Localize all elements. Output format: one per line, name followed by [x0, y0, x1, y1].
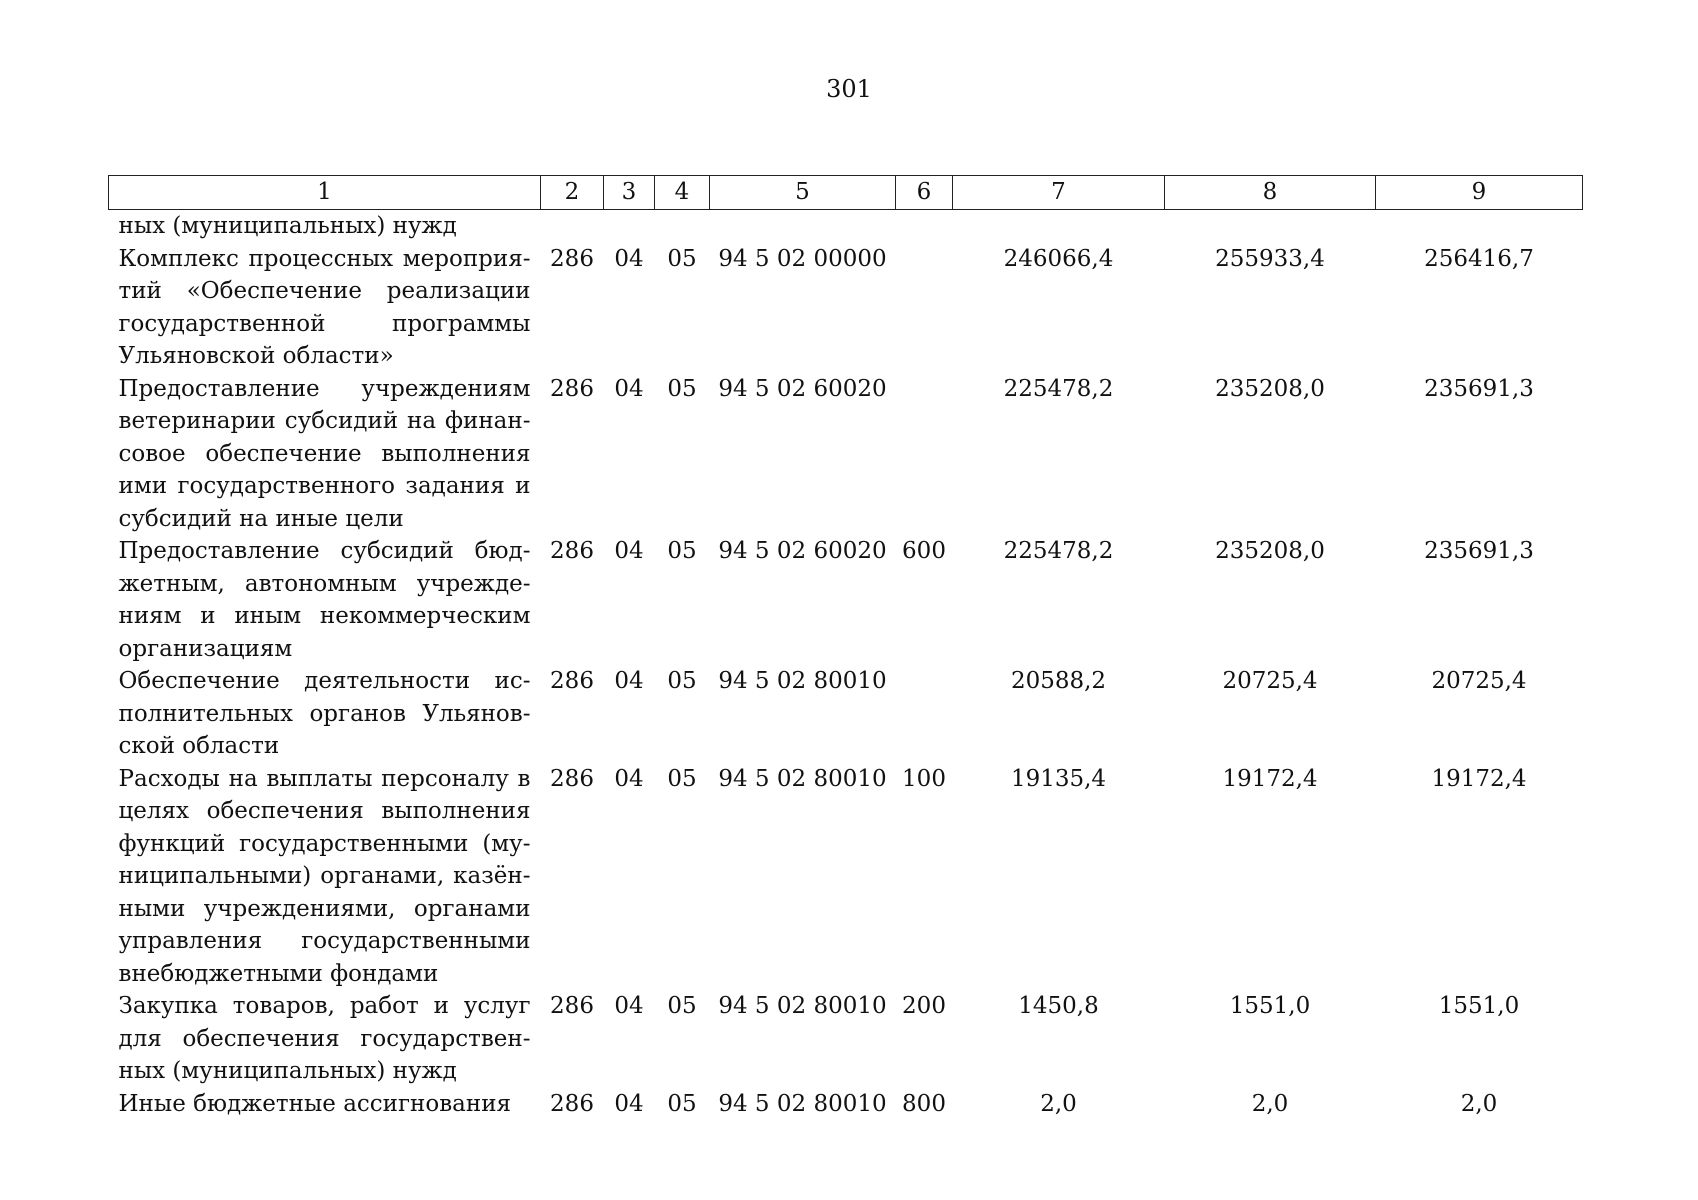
table-row [109, 210, 1583, 243]
cell-amount-2: 1551,0 [1229, 993, 1311, 1019]
row-description: Предоставление учреждениям ветеринарии субсидий на финан-совое обеспечение выполнения ими государственного задания и субсидий на иные цели [118, 375, 531, 532]
cell-section: 04 [614, 668, 644, 694]
cell-ministry: 286 [550, 245, 594, 272]
row-description: Комплекс процессных мероприя-тий «Обеспечение реализации государственной программы Ульяновской области» [118, 245, 531, 369]
cell-section: 04 [614, 375, 644, 402]
cell-expense-type: 200 [902, 993, 946, 1019]
cell-ministry: 286 [550, 765, 594, 792]
cell-amount-2: 235208,0 [1215, 538, 1325, 564]
budget-table [108, 175, 1583, 1120]
cell-expense-type [896, 210, 953, 243]
cell-ministry: 286 [550, 668, 594, 694]
header-cell: 5 [710, 176, 896, 210]
cell-amount-1: 225478,2 [1003, 375, 1114, 402]
row-description: Расходы на выплаты персоналу в целях обеспечения выполнения функций государственными (му-ниципальными) органами, казён-ными учреждениями, органами управления государственными внебюджетными фондами [118, 765, 531, 987]
header-cell: 4 [655, 176, 710, 210]
header-cell: 3 [604, 176, 655, 210]
cell-amount-2: 19172,4 [1222, 765, 1318, 792]
cell-expense-type: 100 [902, 765, 946, 792]
cell-target-article: 94 5 02 80010 [718, 993, 887, 1019]
header-cell: 6 [896, 176, 953, 210]
cell-amount-3: 256416,7 [1424, 245, 1534, 272]
row-description: Закупка товаров, работ и услуг для обеспечения государствен-ных (муниципальных) нужд [118, 993, 531, 1084]
cell-expense-type: 600 [902, 538, 946, 564]
table-row [109, 990, 1583, 1088]
table-row [109, 243, 1583, 373]
cell-amount-2: 235208,0 [1215, 375, 1325, 402]
page-number: 301 [826, 75, 872, 103]
cell-amount-1: 1450,8 [1018, 993, 1099, 1019]
cell-expense-type [896, 373, 953, 536]
header-cell: 2 [541, 176, 604, 210]
cell-amount-1: 19135,4 [1010, 765, 1107, 792]
cell-subsection: 05 [667, 1090, 697, 1117]
table-header-row [109, 176, 1583, 210]
cell-subsection [655, 210, 710, 243]
cell-subsection: 05 [667, 375, 697, 402]
cell-target-article: 94 5 02 80010 [718, 765, 887, 792]
table-row [109, 763, 1583, 991]
row-description: Иные бюджетные ассигнования [118, 1090, 512, 1117]
cell-amount-3: 235691,3 [1424, 538, 1534, 564]
cell-amount-1: 20588,2 [1010, 668, 1107, 694]
cell-subsection: 05 [667, 993, 697, 1019]
cell-amount-3: 1551,0 [1438, 993, 1520, 1019]
cell-amount-1: 246066,4 [1003, 245, 1114, 272]
cell-amount-1 [953, 210, 1165, 243]
cell-section [604, 210, 655, 243]
cell-expense-type [896, 665, 953, 763]
cell-amount-3 [1376, 210, 1583, 243]
cell-amount-3: 2,0 [1460, 1090, 1498, 1117]
cell-ministry: 286 [550, 1090, 594, 1117]
cell-target-article: 94 5 02 60020 [718, 375, 887, 402]
cell-amount-2 [1165, 210, 1376, 243]
cell-amount-1: 225478,2 [1003, 538, 1114, 564]
cell-subsection: 05 [667, 538, 697, 564]
table-row [109, 665, 1583, 763]
table-row [109, 535, 1583, 665]
header-cell: 8 [1165, 176, 1376, 210]
cell-amount-3: 19172,4 [1431, 765, 1527, 792]
cell-section: 04 [614, 538, 644, 564]
cell-amount-2: 20725,4 [1222, 668, 1318, 694]
cell-ministry: 286 [550, 375, 594, 402]
cell-section: 04 [614, 1090, 644, 1117]
cell-amount-2: 255933,4 [1215, 245, 1325, 272]
row-description: ных (муниципальных) нужд [118, 213, 457, 239]
cell-expense-type: 800 [902, 1090, 946, 1117]
cell-target-article: 94 5 02 80010 [718, 668, 887, 694]
cell-amount-3: 235691,3 [1424, 375, 1534, 402]
cell-section: 04 [614, 245, 644, 272]
cell-section: 04 [614, 993, 644, 1019]
cell-target-article: 94 5 02 60020 [718, 538, 887, 564]
cell-ministry: 286 [550, 538, 594, 564]
cell-subsection: 05 [667, 668, 697, 694]
cell-amount-3: 20725,4 [1431, 668, 1527, 694]
header-cell: 1 [109, 176, 541, 210]
cell-subsection: 05 [667, 765, 697, 792]
header-cell: 9 [1376, 176, 1583, 210]
cell-target-article: 94 5 02 00000 [718, 245, 887, 272]
cell-ministry [541, 210, 604, 243]
cell-amount-1: 2,0 [1040, 1090, 1077, 1117]
row-description: Предоставление субсидий бюд-жетным, автономным учрежде-ниям и иным некоммерческим организациям [118, 538, 531, 662]
cell-subsection: 05 [667, 245, 697, 272]
cell-ministry: 286 [550, 993, 594, 1019]
header-cell: 7 [953, 176, 1165, 210]
cell-expense-type [896, 243, 953, 373]
table-row [109, 1088, 1583, 1121]
cell-target-article: 94 5 02 80010 [718, 1090, 887, 1117]
cell-amount-2: 2,0 [1251, 1090, 1289, 1117]
cell-target-article [710, 210, 896, 243]
cell-section: 04 [614, 765, 644, 792]
table-row [109, 373, 1583, 536]
row-description: Обеспечение деятельности ис-полнительных органов Ульянов-ской области [118, 668, 531, 759]
